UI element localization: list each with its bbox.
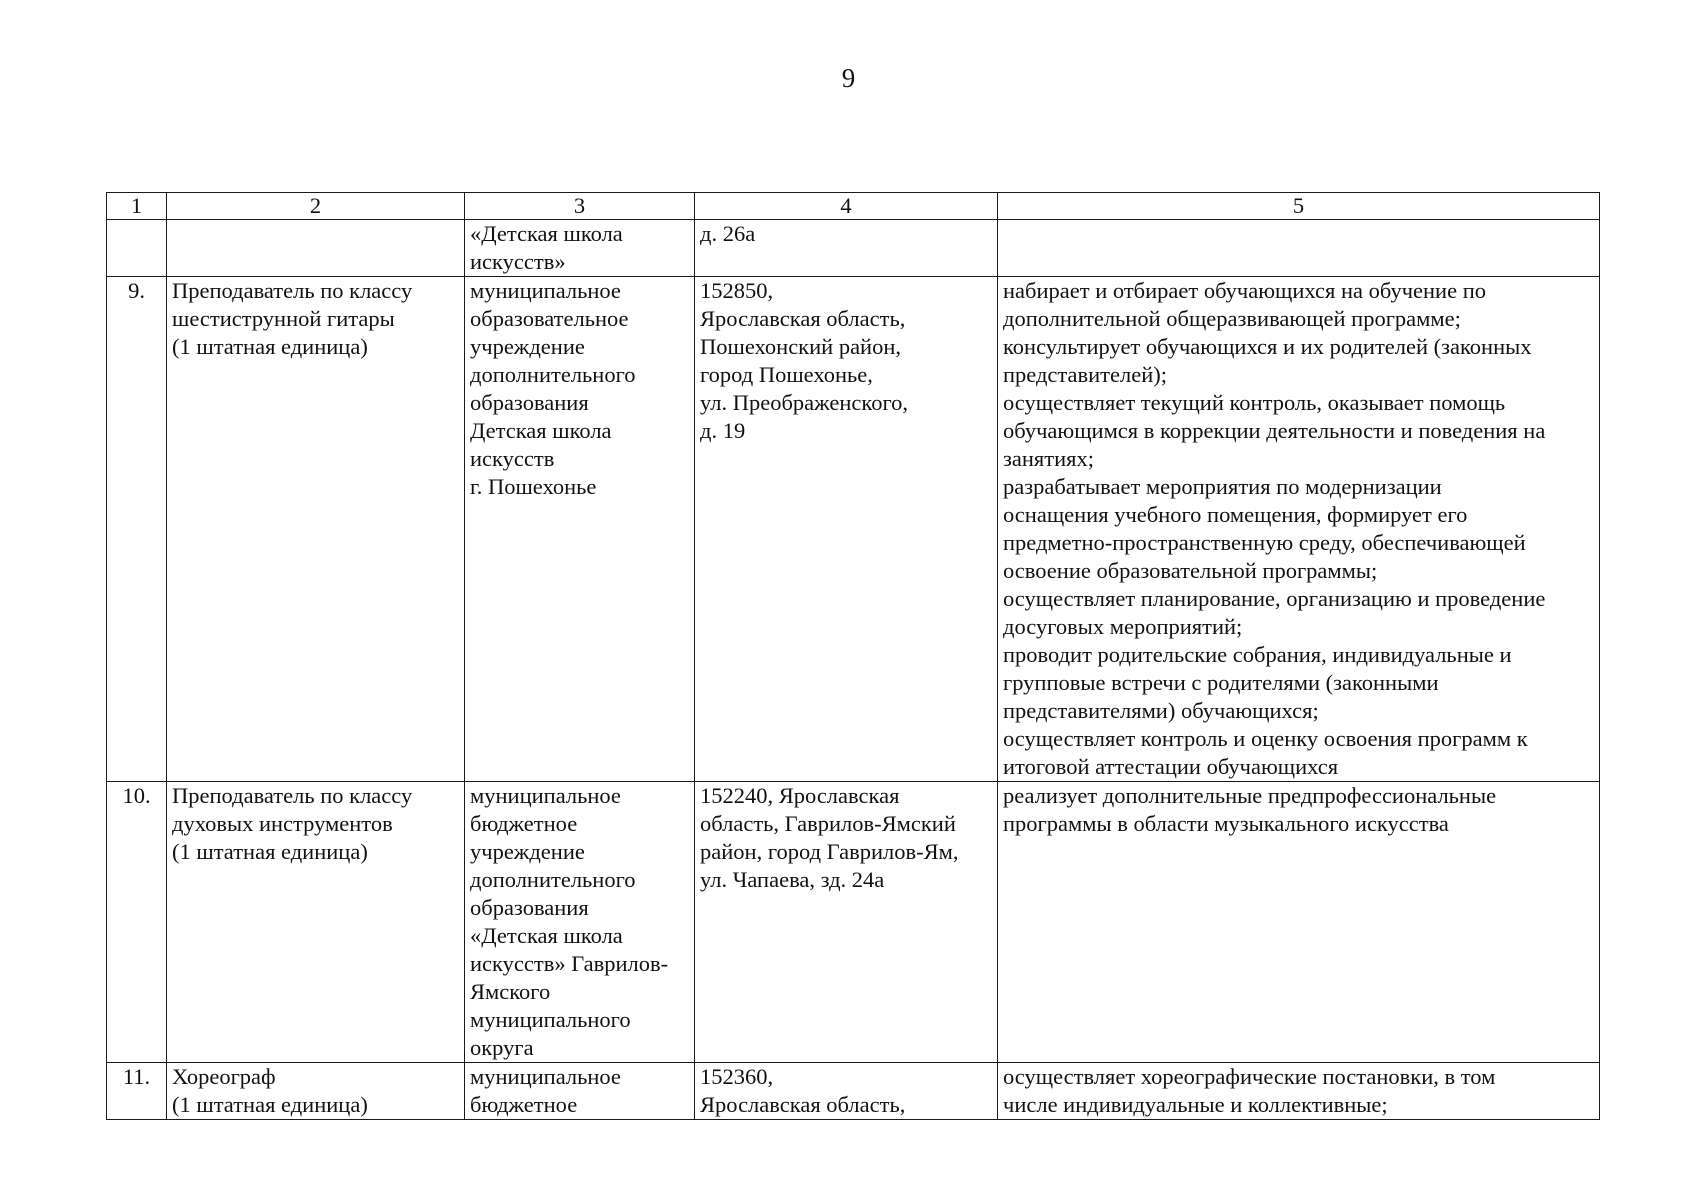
table-row xyxy=(107,1063,1600,1120)
institution-cell: «Детская школа искусств» xyxy=(465,220,695,277)
position-cell: Преподаватель по классу шестиструнной гитары (1 штатная единица) xyxy=(167,277,465,782)
header-col-2: 2 xyxy=(167,193,465,220)
address-cell: д. 26а xyxy=(695,220,998,277)
table-row xyxy=(107,277,1600,782)
table-row xyxy=(107,220,1600,277)
duties-cell xyxy=(998,220,1600,277)
row-number: 11. xyxy=(107,1063,167,1120)
position-cell: Хореограф (1 штатная единица) xyxy=(167,1063,465,1120)
table-row xyxy=(107,782,1600,1063)
table-header-row xyxy=(107,193,1600,220)
position-cell: Преподаватель по классу духовых инструментов (1 штатная единица) xyxy=(167,782,465,1063)
header-col-1: 1 xyxy=(107,193,167,220)
row-number xyxy=(107,220,167,277)
duties-cell: реализует дополнительные предпрофессиональные программы в области музыкального искусства xyxy=(998,782,1600,1063)
address-cell: 152240, Ярославская область, Гаврилов-Ямский район, город Гаврилов-Ям, ул. Чапаева, зд. 24а xyxy=(695,782,998,1063)
address-cell: 152360, Ярославская область, xyxy=(695,1063,998,1120)
institution-cell: муниципальное образовательное учреждение дополнительного образования Детская школа искусств г. Пошехонье xyxy=(465,277,695,782)
page-number: 9 xyxy=(841,63,856,93)
duties-cell: набирает и отбирает обучающихся на обучение по дополнительной общеразвивающей программе; консультирует обучающихся и их родителей (законных представителей); осуществляет текущий контроль, оказывает помощь обучающимся в коррекции деятельности и поведения на занятиях; разрабатывает мероприятия по модернизации оснащения учебного помещения, формирует его предметно-пространственную среду, обеспечивающей освоение образовательной программы; осуществляет планирование, организацию и проведение досуговых мероприятий; проводит родительские собрания, индивидуальные и групповые встречи с родителями (законными представителями) обучающихся; осуществляет контроль и оценку освоения программ к итоговой аттестации обучающихся xyxy=(998,277,1600,782)
row-number: 9. xyxy=(107,277,167,782)
row-number: 10. xyxy=(107,782,167,1063)
header-col-3: 3 xyxy=(465,193,695,220)
address-cell: 152850, Ярославская область, Пошехонский район, город Пошехонье, ул. Преображенского, д. 19 xyxy=(695,277,998,782)
vacancy-table xyxy=(106,192,1600,1120)
header-col-4: 4 xyxy=(695,193,998,220)
institution-cell: муниципальное бюджетное учреждение дополнительного образования «Детская школа искусств» Гаврилов- Ямского муниципального округа xyxy=(465,782,695,1063)
header-col-5: 5 xyxy=(998,193,1600,220)
position-cell xyxy=(167,220,465,277)
institution-cell: муниципальное бюджетное xyxy=(465,1063,695,1120)
duties-cell: осуществляет хореографические постановки, в том числе индивидуальные и коллективные; xyxy=(998,1063,1600,1120)
